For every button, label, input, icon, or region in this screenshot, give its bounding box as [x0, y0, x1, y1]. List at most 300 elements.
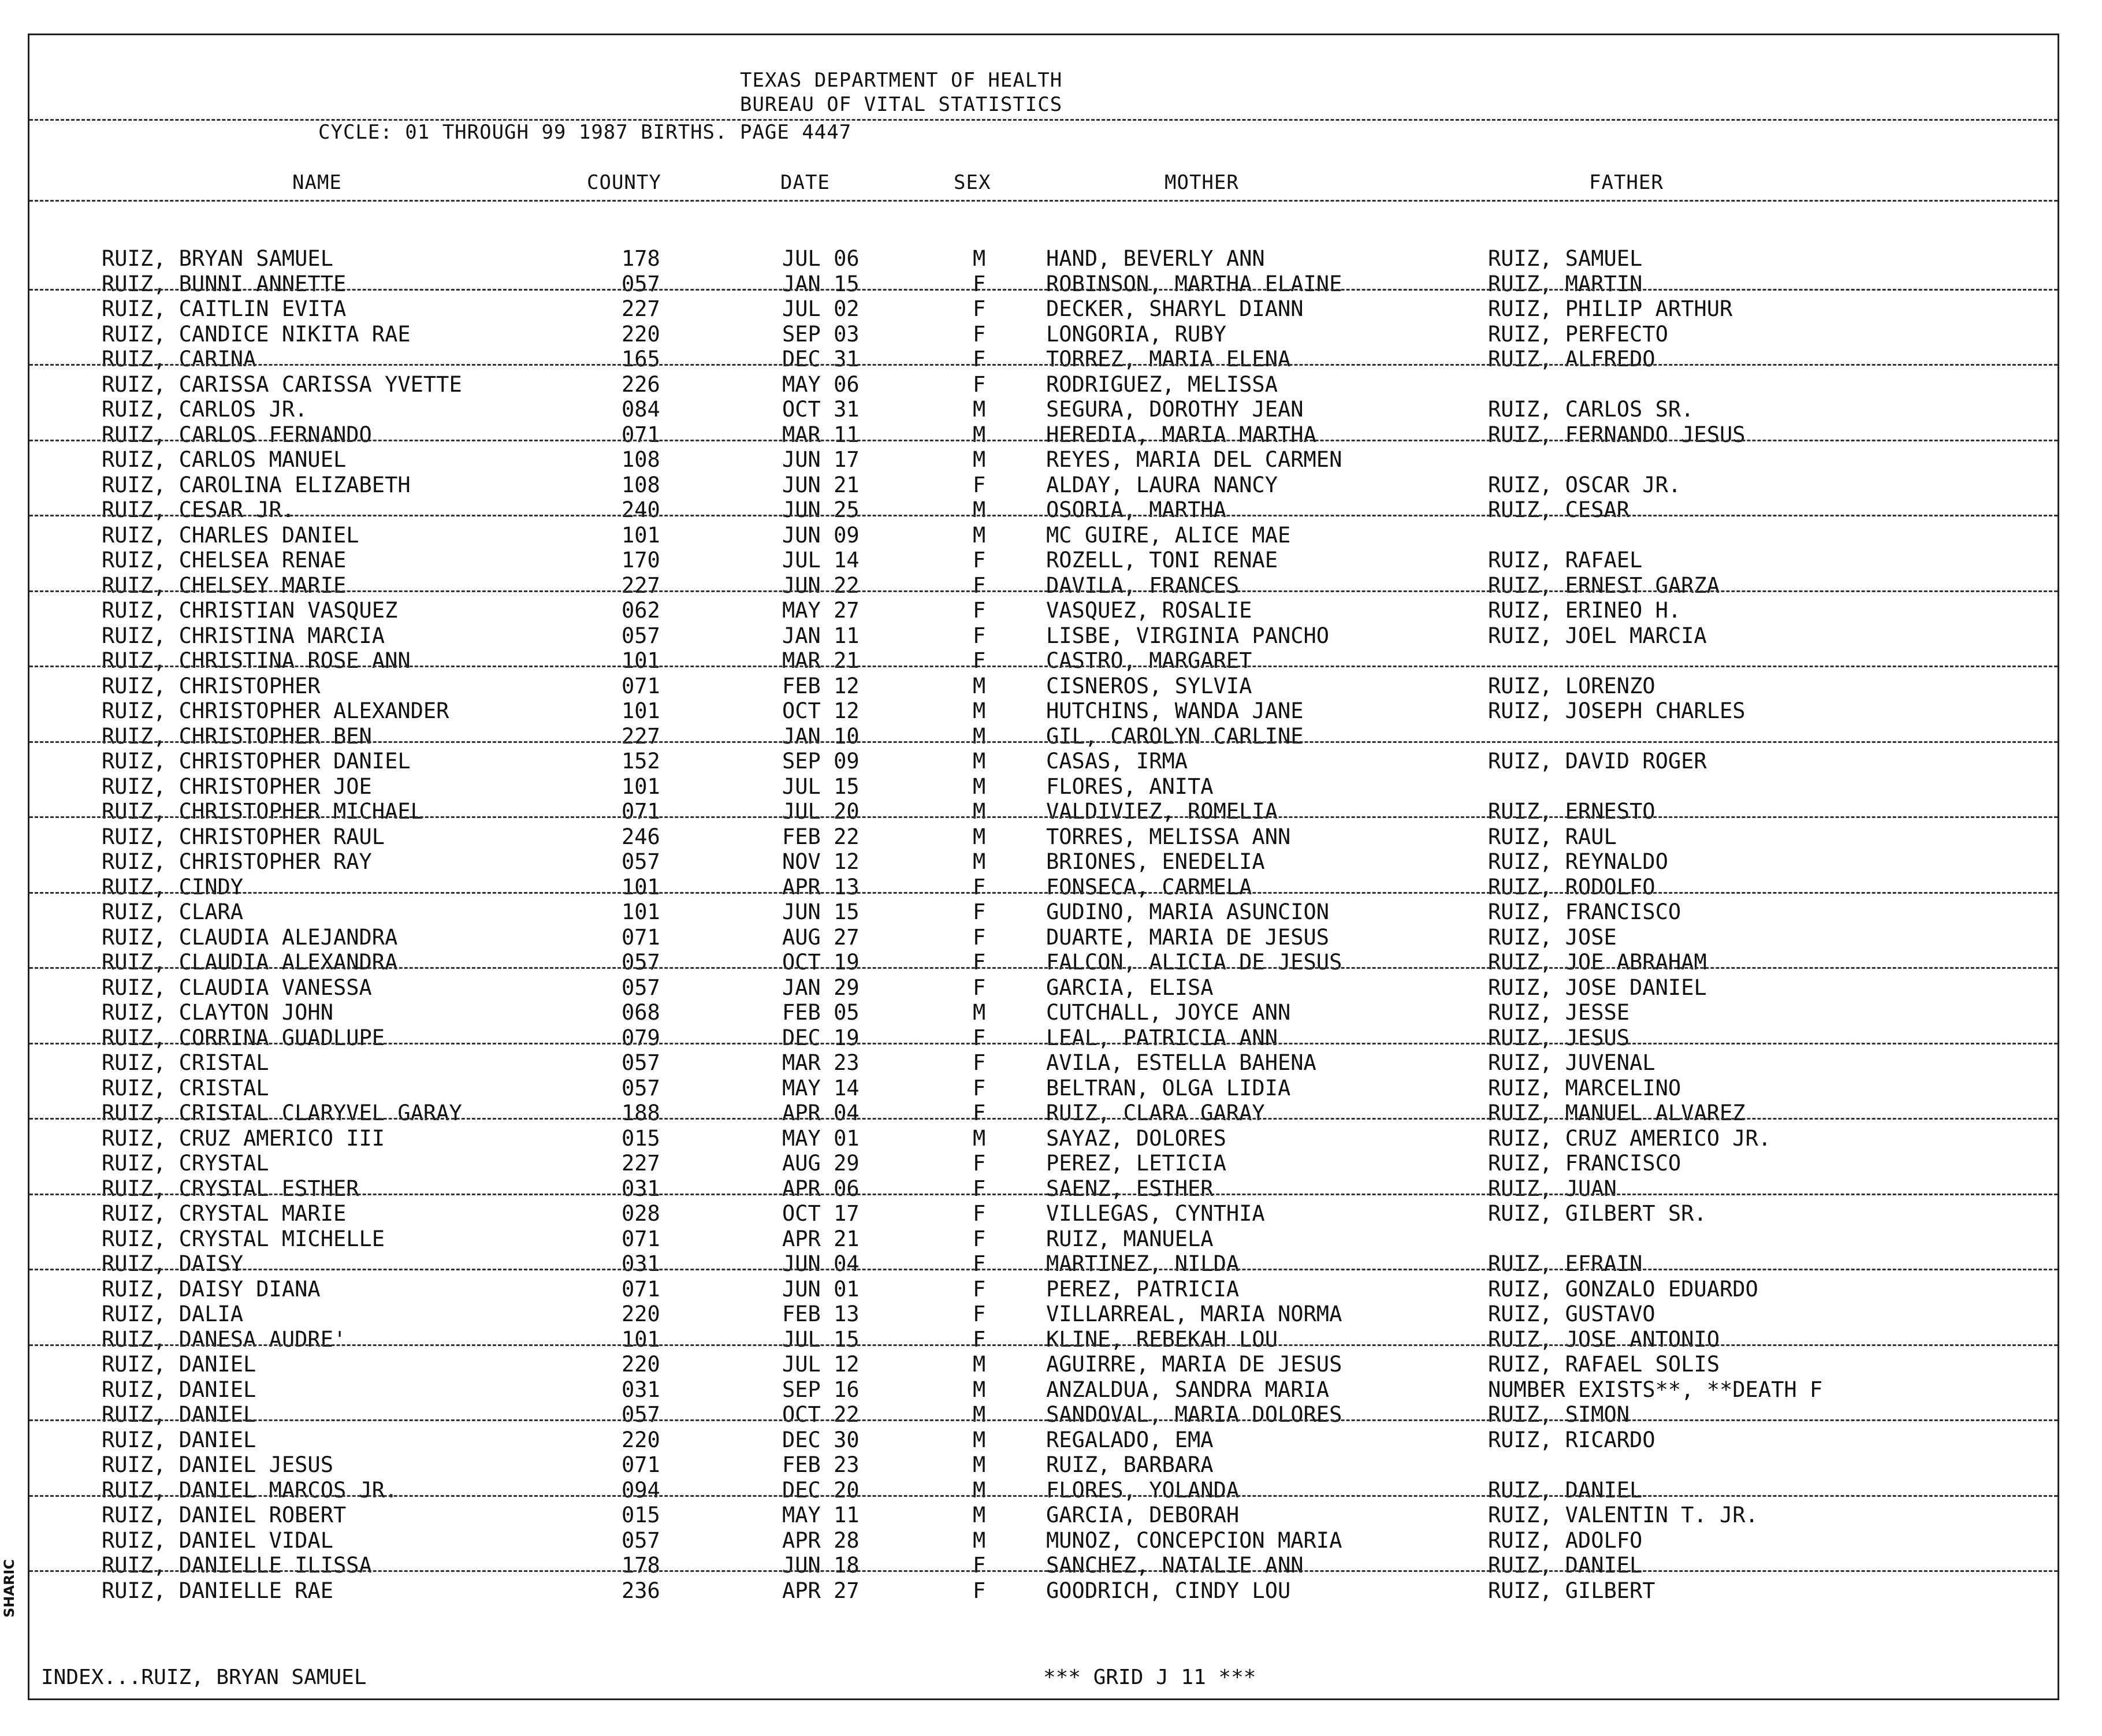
record-county: 071 [622, 799, 660, 824]
record-mother: PEREZ, PATRICIA [1046, 1276, 1240, 1302]
record-date: JUL 20 [782, 799, 860, 824]
record-date: OCT 31 [782, 397, 860, 422]
column-header-mother: MOTHER [1165, 171, 1239, 194]
record-county: 178 [622, 246, 660, 271]
record-mother: CISNEROS, SYLVIA [1046, 673, 1252, 698]
record-father: RUIZ, OSCAR JR. [1488, 472, 1681, 497]
column-header-county: COUNTY [587, 171, 661, 194]
side-mark: SHARIC [1, 1559, 17, 1618]
record-father: RUIZ, DANIEL [1488, 1553, 1643, 1578]
record-county: 031 [622, 1251, 660, 1276]
record-father: RUIZ, JOSE [1488, 924, 1617, 950]
record-mother: GOODRICH, CINDY LOU [1046, 1578, 1291, 1603]
record-father: RUIZ, ERNESTO [1488, 799, 1655, 824]
record-name: RUIZ, DALIA [102, 1302, 244, 1326]
record-county: 220 [622, 321, 660, 347]
record-mother: GARCIA, ELISA [1046, 975, 1214, 1000]
record-mother: KLINE, REBEKAH LOU [1046, 1326, 1278, 1352]
record-mother: REYES, MARIA DEL CARMEN [1046, 447, 1342, 472]
record-sex: M [973, 497, 986, 522]
record-father: RUIZ, MARCELINO [1488, 1075, 1681, 1101]
column-divider [29, 200, 2058, 202]
record-father: RUIZ, FRANCISCO [1488, 899, 1681, 924]
record-date: JUL 06 [782, 246, 860, 271]
record-county: 227 [622, 1151, 660, 1176]
record-father: RUIZ, JESSE [1488, 1000, 1630, 1025]
record-father: RUIZ, RAUL [1488, 824, 1617, 849]
record-sex: M [973, 1452, 986, 1477]
record-county: 057 [622, 1075, 660, 1101]
record-father: RUIZ, CRUZ AMERICO JR. [1488, 1125, 1772, 1151]
record-row [29, 1553, 2058, 1578]
record-mother: LEAL, PATRICIA ANN [1046, 1025, 1278, 1050]
record-name: RUIZ, CARLOS MANUEL [102, 447, 347, 472]
record-row [29, 523, 2058, 548]
record-sex: M [973, 1427, 986, 1452]
record-sex: F [973, 899, 986, 924]
record-name: RUIZ, CRUZ AMERICO III [102, 1125, 385, 1151]
record-date: JUL 15 [782, 1326, 860, 1352]
record-name: RUIZ, CRYSTAL MICHELLE [102, 1226, 385, 1251]
record-date: FEB 12 [782, 673, 860, 698]
record-county: 240 [622, 497, 660, 522]
record-name: RUIZ, CARISSA CARISSA YVETTE [102, 371, 462, 397]
record-mother: REGALADO, EMA [1046, 1427, 1214, 1452]
record-mother: HUTCHINS, WANDA JANE [1046, 698, 1304, 723]
record-father: RUIZ, VALENTIN T. JR. [1488, 1503, 1758, 1527]
record-sex: M [973, 1377, 986, 1402]
record-sex: F [973, 472, 986, 497]
row-group-divider [29, 741, 2058, 743]
record-date: FEB 13 [782, 1302, 860, 1326]
record-county: 152 [622, 749, 660, 774]
row-group-divider [29, 440, 2058, 441]
record-mother: LISBE, VIRGINIA PANCHO [1046, 623, 1330, 648]
record-name: RUIZ, CARINA [102, 347, 256, 371]
record-row [29, 674, 2058, 698]
record-father: RUIZ, LORENZO [1488, 673, 1655, 698]
record-mother: VALDIVIEZ, ROMELIA [1046, 799, 1278, 824]
record-mother: SANDOVAL, MARIA DOLORES [1046, 1402, 1342, 1427]
column-header-sex: SEX [954, 171, 991, 194]
record-county: 101 [622, 648, 660, 673]
record-county: 220 [622, 1427, 660, 1452]
record-father: RUIZ, GUSTAVO [1488, 1302, 1655, 1326]
record-father: NUMBER EXISTS**, **DEATH F [1488, 1377, 1823, 1402]
record-date: OCT 12 [782, 698, 860, 723]
record-row [29, 598, 2058, 623]
row-group-divider [29, 892, 2058, 894]
record-county: 220 [622, 1352, 660, 1377]
record-date: MAY 14 [782, 1075, 860, 1101]
record-sex: F [973, 1176, 986, 1201]
record-name: RUIZ, CARLOS FERNANDO [102, 422, 372, 447]
record-date: JUL 14 [782, 548, 860, 573]
record-name: RUIZ, DANIEL [102, 1402, 256, 1427]
record-county: 101 [622, 522, 660, 548]
record-name: RUIZ, CRISTAL [102, 1075, 269, 1101]
record-name: RUIZ, CRYSTAL ESTHER [102, 1176, 359, 1201]
record-mother: CASAS, IRMA [1046, 749, 1188, 774]
record-sex: M [973, 698, 986, 723]
record-row [29, 1503, 2058, 1527]
record-name: RUIZ, DANIEL [102, 1352, 256, 1377]
record-date: AUG 29 [782, 1151, 860, 1176]
record-father: RUIZ, DANIEL [1488, 1477, 1643, 1503]
record-county: 084 [622, 397, 660, 422]
record-sex: F [973, 1276, 986, 1302]
record-mother: FONSECA, CARMELA [1046, 874, 1252, 899]
record-father: RUIZ, ERNEST GARZA [1488, 573, 1720, 598]
record-date: DEC 20 [782, 1477, 860, 1503]
record-name: RUIZ, CHRISTINA ROSE ANN [102, 648, 411, 673]
record-father: RUIZ, ERINEO H. [1488, 598, 1681, 623]
record-sex: F [973, 950, 986, 975]
record-name: RUIZ, CHRISTOPHER [102, 673, 321, 698]
record-name: RUIZ, CHRISTOPHER RAUL [102, 824, 385, 849]
record-county: 015 [622, 1503, 660, 1527]
record-mother: ALDAY, LAURA NANCY [1046, 472, 1278, 497]
record-name: RUIZ, CHRISTOPHER MICHAEL [102, 799, 423, 824]
record-name: RUIZ, CAITLIN EVITA [102, 296, 347, 321]
record-mother: GUDINO, MARIA ASUNCION [1046, 899, 1330, 924]
record-sex: M [973, 1352, 986, 1377]
record-father: RUIZ, MARTIN [1488, 271, 1643, 296]
record-father: RUIZ, MANUEL ALVAREZ [1488, 1101, 1746, 1125]
microfiche-sheet [28, 34, 2059, 1700]
record-county: 178 [622, 1553, 660, 1578]
record-date: DEC 19 [782, 1025, 860, 1050]
record-county: 028 [622, 1201, 660, 1226]
record-name: RUIZ, DANESA AUDRE' [102, 1326, 347, 1352]
record-county: 101 [622, 1326, 660, 1352]
record-date: APR 04 [782, 1101, 860, 1125]
record-mother: SEGURA, DOROTHY JEAN [1046, 397, 1304, 422]
row-group-divider [29, 289, 2058, 291]
record-father: RUIZ, CARLOS SR. [1488, 397, 1694, 422]
record-mother: MARTINEZ, NILDA [1046, 1251, 1240, 1276]
record-county: 071 [622, 1226, 660, 1251]
record-name: RUIZ, BRYAN SAMUEL [102, 246, 333, 271]
record-father: RUIZ, PERFECTO [1488, 321, 1668, 347]
record-county: 108 [622, 447, 660, 472]
record-mother: ANZALDUA, SANDRA MARIA [1046, 1377, 1330, 1402]
record-sex: F [973, 1251, 986, 1276]
record-sex: M [973, 246, 986, 271]
record-row [29, 1176, 2058, 1201]
record-date: APR 27 [782, 1578, 860, 1603]
record-mother: DAVILA, FRANCES [1046, 573, 1240, 598]
row-group-divider [29, 1194, 2058, 1195]
record-date: OCT 22 [782, 1402, 860, 1427]
record-date: DEC 30 [782, 1427, 860, 1452]
record-sex: F [973, 924, 986, 950]
record-father: RUIZ, FERNANDO JESUS [1488, 422, 1746, 447]
record-row [29, 925, 2058, 950]
record-sex: F [973, 975, 986, 1000]
record-county: 062 [622, 598, 660, 623]
record-county: 071 [622, 422, 660, 447]
record-sex: F [973, 1201, 986, 1226]
record-date: JAN 11 [782, 623, 860, 648]
record-mother: TORRES, MELISSA ANN [1046, 824, 1291, 849]
record-row [29, 1377, 2058, 1402]
record-row [29, 950, 2058, 975]
record-name: RUIZ, CRISTAL CLARYVEL GARAY [102, 1101, 462, 1125]
record-sex: F [973, 623, 986, 648]
record-row [29, 749, 2058, 774]
record-row [29, 698, 2058, 723]
record-date: JUN 15 [782, 899, 860, 924]
record-father: RUIZ, DAVID ROGER [1488, 749, 1707, 774]
record-name: RUIZ, CESAR JR. [102, 497, 295, 522]
record-row [29, 1478, 2058, 1503]
record-mother: BELTRAN, OLGA LIDIA [1046, 1075, 1291, 1101]
record-mother: FALCON, ALICIA DE JESUS [1046, 950, 1342, 975]
record-date: OCT 19 [782, 950, 860, 975]
record-county: 101 [622, 874, 660, 899]
record-sex: F [973, 1553, 986, 1578]
record-date: MAR 23 [782, 1050, 860, 1075]
record-county: 071 [622, 924, 660, 950]
record-date: AUG 27 [782, 924, 860, 950]
record-father: RUIZ, JESUS [1488, 1025, 1630, 1050]
record-father: RUIZ, SIMON [1488, 1402, 1630, 1427]
record-date: JUN 17 [782, 447, 860, 472]
record-sex: M [973, 422, 986, 447]
record-mother: AGUIRRE, MARIA DE JESUS [1046, 1352, 1342, 1377]
record-county: 057 [622, 1050, 660, 1075]
record-row [29, 1327, 2058, 1352]
record-mother: SAENZ, ESTHER [1046, 1176, 1214, 1201]
record-row [29, 397, 2058, 422]
record-sex: M [973, 1527, 986, 1553]
record-date: JUN 21 [782, 472, 860, 497]
record-sex: M [973, 1503, 986, 1527]
record-row [29, 1528, 2058, 1553]
record-county: 227 [622, 573, 660, 598]
record-row [29, 272, 2058, 296]
record-sex: F [973, 271, 986, 296]
record-sex: M [973, 522, 986, 548]
record-mother: OSORIA, MARTHA [1046, 497, 1226, 522]
record-sex: F [973, 1025, 986, 1050]
record-date: JUN 01 [782, 1276, 860, 1302]
record-row [29, 1101, 2058, 1125]
record-mother: ROZELL, TONI RENAE [1046, 548, 1278, 573]
record-father: RUIZ, JUVENAL [1488, 1050, 1655, 1075]
record-sex: F [973, 1050, 986, 1075]
record-name: RUIZ, DANIEL VIDAL [102, 1527, 333, 1553]
record-row [29, 473, 2058, 497]
record-sex: F [973, 573, 986, 598]
record-row [29, 724, 2058, 749]
record-mother: AVILA, ESTELLA BAHENA [1046, 1050, 1316, 1075]
record-name: RUIZ, DANIEL MARCOS JR. [102, 1477, 398, 1503]
record-county: 170 [622, 548, 660, 573]
row-group-divider [29, 1043, 2058, 1044]
record-county: 188 [622, 1101, 660, 1125]
record-row [29, 975, 2058, 1000]
row-group-divider [29, 816, 2058, 818]
record-county: 236 [622, 1578, 660, 1603]
record-name: RUIZ, CHRISTOPHER RAY [102, 849, 372, 874]
record-name: RUIZ, CHRISTOPHER BEN [102, 723, 372, 749]
record-father: RUIZ, RAFAEL SOLIS [1488, 1352, 1720, 1377]
record-mother: RODRIGUEZ, MELISSA [1046, 371, 1278, 397]
cycle-line: CYCLE: 01 THROUGH 99 1987 BIRTHS. PAGE 4447 [318, 121, 852, 144]
record-row [29, 1126, 2058, 1151]
record-date: JUN 25 [782, 497, 860, 522]
record-sex: M [973, 397, 986, 422]
record-county: 071 [622, 1452, 660, 1477]
record-row [29, 1302, 2058, 1326]
record-row [29, 1428, 2058, 1452]
record-mother: GARCIA, DEBORAH [1046, 1503, 1240, 1527]
record-father: RUIZ, JUAN [1488, 1176, 1617, 1201]
record-county: 079 [622, 1025, 660, 1050]
record-father: RUIZ, GONZALO EDUARDO [1488, 1276, 1758, 1302]
record-row [29, 246, 2058, 271]
record-mother: CASTRO, MARGARET [1046, 648, 1252, 673]
record-sex: M [973, 774, 986, 799]
record-row [29, 422, 2058, 447]
record-row [29, 774, 2058, 799]
record-date: FEB 05 [782, 1000, 860, 1025]
record-name: RUIZ, CRYSTAL MARIE [102, 1201, 347, 1226]
record-county: 071 [622, 673, 660, 698]
record-sex: M [973, 1125, 986, 1151]
record-row [29, 1578, 2058, 1603]
record-name: RUIZ, CHRISTINA MARCIA [102, 623, 385, 648]
record-county: 057 [622, 975, 660, 1000]
record-name: RUIZ, DANIEL [102, 1377, 256, 1402]
row-group-divider [29, 1419, 2058, 1421]
record-name: RUIZ, CANDICE NIKITA RAE [102, 321, 411, 347]
record-county: 101 [622, 899, 660, 924]
record-father: RUIZ, REYNALDO [1488, 849, 1668, 874]
record-county: 246 [622, 824, 660, 849]
record-father: RUIZ, GILBERT SR. [1488, 1201, 1707, 1226]
record-name: RUIZ, CHARLES DANIEL [102, 522, 359, 548]
record-sex: F [973, 296, 986, 321]
record-county: 057 [622, 623, 660, 648]
record-sex: F [973, 1578, 986, 1603]
record-row [29, 1076, 2058, 1101]
record-row [29, 296, 2058, 321]
record-row [29, 1151, 2058, 1176]
record-county: 057 [622, 950, 660, 975]
record-row [29, 372, 2058, 397]
record-name: RUIZ, DANIEL [102, 1427, 256, 1452]
footer-index: INDEX...RUIZ, BRYAN SAMUEL [41, 1666, 367, 1689]
record-mother: FLORES, ANITA [1046, 774, 1214, 799]
record-father: RUIZ, JOSEPH CHARLES [1488, 698, 1746, 723]
record-father: RUIZ, JOE ABRAHAM [1488, 950, 1707, 975]
record-sex: F [973, 1226, 986, 1251]
record-date: MAY 06 [782, 371, 860, 397]
record-date: JUL 12 [782, 1352, 860, 1377]
record-father: RUIZ, CESAR [1488, 497, 1630, 522]
record-name: RUIZ, CAROLINA ELIZABETH [102, 472, 411, 497]
record-row [29, 849, 2058, 874]
record-county: 015 [622, 1125, 660, 1151]
record-sex: F [973, 347, 986, 371]
record-county: 057 [622, 271, 660, 296]
record-name: RUIZ, CARLOS JR. [102, 397, 308, 422]
record-row [29, 1452, 2058, 1477]
record-county: 101 [622, 698, 660, 723]
record-name: RUIZ, CHRISTOPHER ALEXANDER [102, 698, 449, 723]
record-county: 094 [622, 1477, 660, 1503]
record-date: APR 21 [782, 1226, 860, 1251]
record-name: RUIZ, DANIEL ROBERT [102, 1503, 347, 1527]
record-name: RUIZ, CLAUDIA ALEXANDRA [102, 950, 398, 975]
record-mother: HAND, BEVERLY ANN [1046, 246, 1265, 271]
record-father: RUIZ, JOEL MARCIA [1488, 623, 1707, 648]
record-sex: F [973, 1101, 986, 1125]
record-father: RUIZ, ADOLFO [1488, 1527, 1643, 1553]
record-mother: RUIZ, MANUELA [1046, 1226, 1214, 1251]
record-row [29, 1352, 2058, 1377]
record-father: RUIZ, JOSE ANTONIO [1488, 1326, 1720, 1352]
record-mother: HEREDIA, MARIA MARTHA [1046, 422, 1316, 447]
record-name: RUIZ, CHRISTOPHER JOE [102, 774, 372, 799]
record-row [29, 573, 2058, 598]
record-name: RUIZ, CHRISTOPHER DANIEL [102, 749, 411, 774]
record-row [29, 623, 2058, 648]
record-date: JUL 15 [782, 774, 860, 799]
record-sex: M [973, 749, 986, 774]
record-name: RUIZ, CLAUDIA ALEJANDRA [102, 924, 398, 950]
record-mother: SAYAZ, DOLORES [1046, 1125, 1226, 1151]
record-mother: SANCHEZ, NATALIE ANN [1046, 1553, 1304, 1578]
record-mother: VILLEGAS, CYNTHIA [1046, 1201, 1265, 1226]
record-date: JUL 02 [782, 296, 860, 321]
record-row [29, 1251, 2058, 1276]
record-row [29, 497, 2058, 522]
record-date: JAN 15 [782, 271, 860, 296]
record-row [29, 447, 2058, 472]
record-sex: F [973, 1151, 986, 1176]
record-name: RUIZ, BUNNI ANNETTE [102, 271, 347, 296]
record-date: APR 06 [782, 1176, 860, 1201]
record-row [29, 1201, 2058, 1226]
bureau-title: BUREAU OF VITAL STATISTICS [740, 93, 1063, 116]
record-sex: M [973, 1402, 986, 1427]
record-date: SEP 09 [782, 749, 860, 774]
record-name: RUIZ, CLAUDIA VANESSA [102, 975, 372, 1000]
record-county: 226 [622, 371, 660, 397]
record-name: RUIZ, DANIELLE RAE [102, 1578, 333, 1603]
record-mother: MC GUIRE, ALICE MAE [1046, 522, 1291, 548]
record-sex: M [973, 824, 986, 849]
record-name: RUIZ, CLAYTON JOHN [102, 1000, 333, 1025]
record-date: APR 28 [782, 1527, 860, 1553]
row-group-divider [29, 515, 2058, 516]
record-father: RUIZ, ALFREDO [1488, 347, 1655, 371]
record-date: MAY 01 [782, 1125, 860, 1151]
record-sex: F [973, 548, 986, 573]
record-date: MAR 21 [782, 648, 860, 673]
record-date: NOV 12 [782, 849, 860, 874]
record-father: RUIZ, RAFAEL [1488, 548, 1643, 573]
record-name: RUIZ, CHRISTIAN VASQUEZ [102, 598, 398, 623]
record-sex: M [973, 849, 986, 874]
record-row [29, 1025, 2058, 1050]
record-father: RUIZ, JOSE DANIEL [1488, 975, 1707, 1000]
record-name: RUIZ, CINDY [102, 874, 244, 899]
